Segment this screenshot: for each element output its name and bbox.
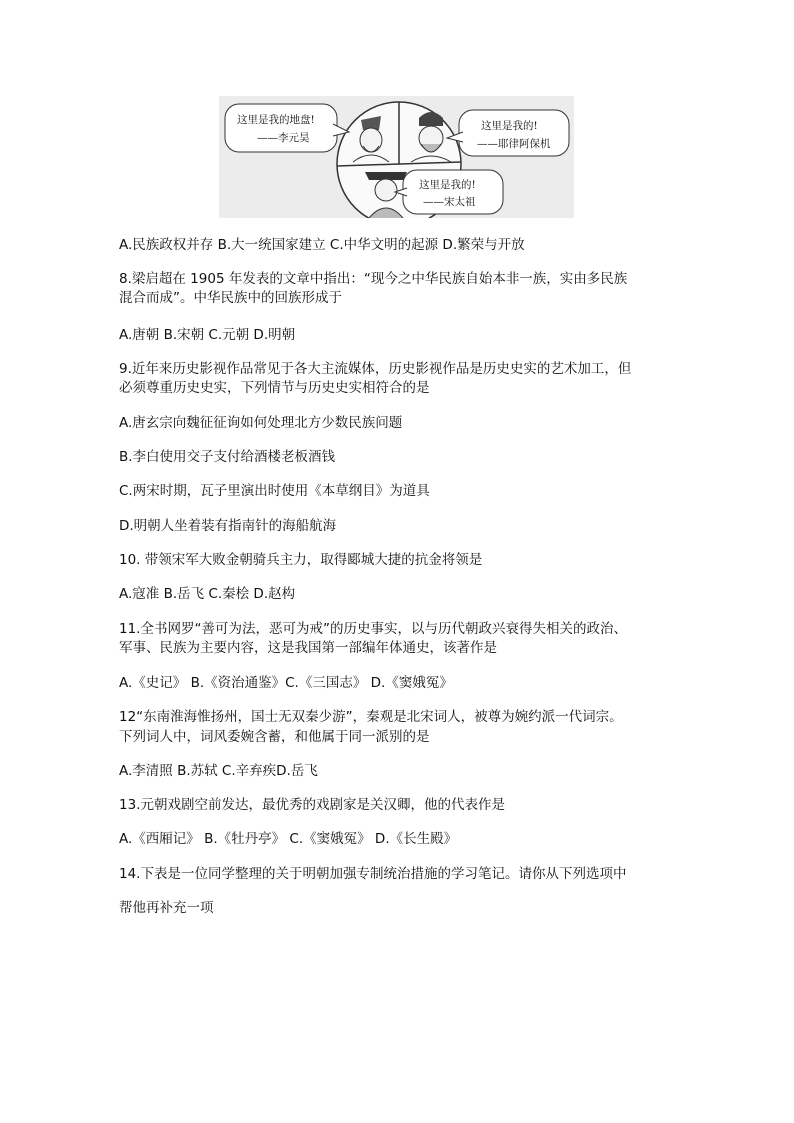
- bubble-left-line2: ——李元昊: [257, 132, 310, 144]
- bubble-bottom-line1: 这里是我的!: [419, 179, 476, 191]
- bubble-left-line1: 这里是我的地盘!: [237, 114, 315, 126]
- q8-options: A.唐朝 B.宋朝 C.元朝 D.明朝: [119, 327, 296, 343]
- bubble-bottom-line2: ——宋太祖: [423, 196, 476, 208]
- q7-options: A.民族政权并存 B.大一统国家建立 C.中华文明的起源 D.繁荣与开放: [119, 237, 525, 253]
- q11-stem-line2: 军事、民族为主要内容，这是我国第一部编年体通史，该著作是: [119, 640, 497, 656]
- q14-stem-line2: 帮他再补充一项: [119, 900, 214, 916]
- q13-options: A.《西厢记》 B.《牡丹亭》 C.《窦娥冤》 D.《长生殿》: [119, 831, 458, 847]
- bubble-right-line1: 这里是我的!: [481, 120, 538, 132]
- q12-options: A.李清照 B.苏轼 C.辛弃疾D.岳飞: [119, 763, 318, 779]
- speech-bubble-li-yuanhao: [225, 104, 349, 152]
- q11-stem-line1: 11.全书网罗“善可为法，恶可为戒”的历史事实，以与历代朝政兴衰得失相关的政治、: [119, 621, 627, 637]
- q9-option-b: B.李白使用交子支付给酒楼老板酒钱: [119, 449, 336, 465]
- q8-stem-line1: 8.梁启超在 1905 年发表的文章中指出：“现今之中华民族自始本非一族，实由多民族: [119, 271, 628, 287]
- q14-stem-line1: 14.下表是一位同学整理的关于明朝加强专制统治措施的学习笔记。请你从下列选项中: [119, 866, 627, 882]
- q8-stem-line2: 混合而成”。中华民族中的回族形成于: [119, 290, 342, 306]
- rulers-territory-illustration: [219, 96, 574, 218]
- q9-stem-line1: 9.近年来历史影视作品常见于各大主流媒体，历史影视作品是历史史实的艺术加工，但: [119, 361, 632, 377]
- q9-option-a: A.唐玄宗向魏征征询如何处理北方少数民族问题: [119, 415, 403, 431]
- q12-stem-line2: 下列词人中，词风委婉含蓄，和他属于同一派别的是: [119, 729, 430, 745]
- q10-options: A.寇准 B.岳飞 C.秦桧 D.赵构: [119, 586, 296, 602]
- q9-option-d: D.明朝人坐着装有指南针的海船航海: [119, 518, 337, 534]
- speech-bubble-yelu-abaoji: [447, 110, 569, 156]
- speech-bubble-song-taizu: [395, 170, 503, 214]
- q9-option-c: C.两宋时期，瓦子里演出时使用《本草纲目》为道具: [119, 483, 430, 499]
- q9-stem-line2: 必须尊重历史史实，下列情节与历史史实相符合的是: [119, 380, 430, 396]
- q10-stem: 10. 带领宋军大败金朝骑兵主力，取得郾城大捷的抗金将领是: [119, 552, 483, 568]
- q12-stem-line1: 12“东南淮海惟扬州，国士无双秦少游”，秦观是北宋词人，被尊为婉约派一代词宗。: [119, 709, 623, 725]
- bubble-right-line2: ——耶律阿保机: [477, 138, 551, 150]
- q13-stem: 13.元朝戏剧空前发达，最优秀的戏剧家是关汉卿，他的代表作是: [119, 797, 505, 813]
- q11-options: A.《史记》 B.《资治通鉴》C.《三国志》 D.《窦娥冤》: [119, 675, 453, 691]
